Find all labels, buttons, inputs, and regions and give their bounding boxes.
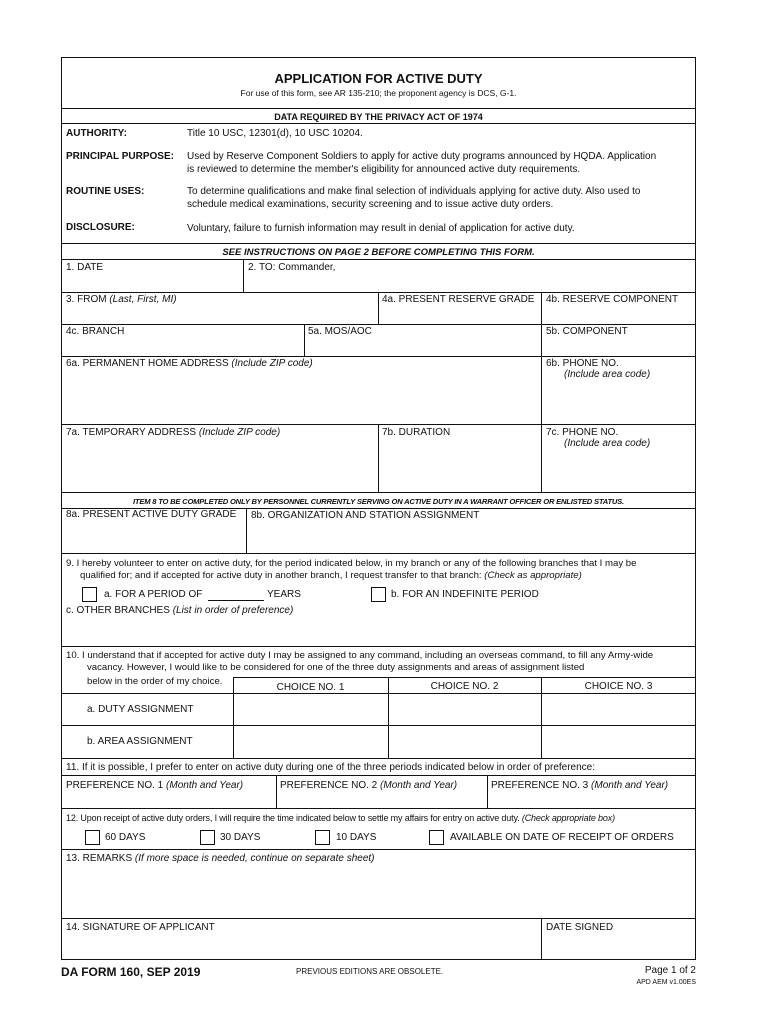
- sixty-days-label: 60 DAYS: [105, 832, 146, 843]
- from-label: [66, 294, 177, 306]
- choice-header-2: CHOICE NO. 2: [430, 681, 499, 692]
- item12-text-main: 12. Upon receipt of active duty orders, I will require the time indicated below to settle my affairs for entry on active duty.: [66, 813, 520, 823]
- purpose-label: PRINCIPAL PURPOSE:: [66, 151, 174, 162]
- period-years-label: a. FOR A PERIOD OF: [104, 589, 203, 600]
- date-signed-label: DATE SIGNED: [546, 922, 614, 933]
- remarks-text: 13. REMARKS: [66, 853, 133, 864]
- item8-note: ITEM 8 TO BE COMPLETED ONLY BY PERSONNEL CURRENTLY SERVING ON ACTIVE DUTY IN A WARRANT OFFICER OR ENLISTED STATUS.: [133, 497, 624, 506]
- preference-2-hint: (Month and Year): [380, 780, 458, 791]
- ten-days-checkbox[interactable]: [315, 830, 330, 845]
- authority-label: AUTHORITY:: [66, 128, 127, 139]
- preference-3-label: [491, 780, 668, 792]
- choice-header-1: CHOICE NO. 1: [276, 682, 345, 693]
- years-input[interactable]: [208, 600, 264, 601]
- divider: [61, 808, 696, 809]
- active-duty-grade-label: 8a. PRESENT ACTIVE DUTY GRADE: [66, 509, 237, 520]
- branch-label: 4c. BRANCH: [66, 326, 125, 337]
- divider: [541, 424, 542, 492]
- home-address-label: [66, 358, 313, 370]
- temp-address-hint: (Include ZIP code): [198, 427, 281, 438]
- divider: [378, 424, 379, 492]
- page-number: Page 1 of 2: [644, 965, 696, 976]
- home-address-hint: (Include ZIP code): [231, 358, 313, 369]
- divider: [246, 508, 247, 553]
- from-label-text: 3. FROM: [66, 294, 107, 305]
- preference-1-hint: (Month and Year): [166, 780, 244, 791]
- divider: [61, 758, 696, 759]
- phone-hint: (Include area code): [564, 369, 651, 380]
- divider: [243, 259, 244, 292]
- indefinite-period-label: b. FOR AN INDEFINITE PERIOD: [391, 589, 539, 600]
- phone-label: 7c. PHONE NO.: [546, 427, 619, 438]
- preference-2-text: PREFERENCE NO. 2: [280, 780, 378, 791]
- period-years-checkbox[interactable]: [82, 587, 97, 602]
- reserve-component-label: 4b. RESERVE COMPONENT: [546, 294, 679, 305]
- privacy-heading: DATA REQUIRED BY THE PRIVACY ACT OF 1974: [274, 112, 483, 122]
- form-subtitle: For use of this form, see AR 135-210; the proponent agency is DCS, G-1.: [240, 88, 517, 98]
- sixty-days-checkbox[interactable]: [85, 830, 100, 845]
- choice-header-3: CHOICE NO. 3: [584, 681, 653, 692]
- item11-text: 11. If it is possible, I prefer to enter on active duty during one of the three periods indicated below in order of preference:: [66, 762, 596, 773]
- other-branches-label: [66, 605, 293, 617]
- divider: [61, 356, 696, 357]
- phone-label: 6b. PHONE NO.: [546, 358, 619, 369]
- version-label: APD AEM v1.00ES: [636, 979, 696, 986]
- item9-text: 9. I hereby volunteer to enter on active duty, for the period indicated below, in my branch or any of the following branches that I may be: [66, 558, 637, 569]
- divider: [61, 646, 696, 647]
- temp-address-label: [66, 427, 280, 439]
- duration-label: 7b. DURATION: [382, 427, 451, 438]
- divider: [541, 292, 542, 424]
- thirty-days-label: 30 DAYS: [220, 832, 261, 843]
- available-on-receipt-label: AVAILABLE ON DATE OF RECEIPT OF ORDERS: [450, 832, 674, 843]
- years-label: YEARS: [267, 589, 301, 600]
- temp-address-text: 7a. TEMPORARY ADDRESS: [66, 427, 197, 438]
- item12-text: [66, 812, 615, 824]
- divider: [233, 677, 696, 678]
- divider: [61, 849, 696, 850]
- divider: [276, 775, 277, 808]
- item9-hint: (Check as appropriate): [484, 570, 582, 581]
- preference-2-label: [280, 780, 457, 792]
- available-on-receipt-checkbox[interactable]: [429, 830, 444, 845]
- reserve-grade-label: 4a. PRESENT RESERVE GRADE: [382, 294, 535, 305]
- form-id: DA FORM 160, SEP 2019: [61, 965, 201, 979]
- remarks-hint: (If more space is needed, continue on separate sheet): [134, 853, 375, 864]
- form-title: APPLICATION FOR ACTIVE DUTY: [274, 71, 483, 86]
- divider: [61, 243, 696, 244]
- item9-text: [80, 570, 582, 582]
- organization-label: 8b. ORGANIZATION AND STATION ASSIGNMENT: [251, 510, 480, 521]
- indefinite-period-checkbox[interactable]: [371, 587, 386, 602]
- divider: [61, 108, 696, 109]
- item12-hint: (Check appropriate box): [521, 813, 615, 823]
- routine-text: schedule medical examinations, security screening and to issue active duty orders.: [187, 199, 554, 210]
- mos-aoc-label: 5a. MOS/AOC: [308, 326, 372, 337]
- divider: [541, 918, 542, 960]
- divider: [61, 123, 696, 124]
- to-commander-label: 2. TO: Commander,: [248, 262, 336, 273]
- divider: [61, 918, 696, 919]
- disclosure-text: Voluntary, failure to furnish information may result in denial of application for active duty.: [187, 223, 575, 234]
- instructions-banner: SEE INSTRUCTIONS ON PAGE 2 BEFORE COMPLETING THIS FORM.: [222, 247, 535, 258]
- divider: [61, 725, 696, 726]
- item10-text: vacancy. However, I would like to be considered for one of the three duty assignments and areas of assignment listed: [87, 662, 585, 673]
- other-branches-hint: (List in order of preference): [172, 605, 294, 616]
- divider: [61, 259, 696, 260]
- ten-days-label: 10 DAYS: [336, 832, 377, 843]
- phone-hint: (Include area code): [564, 438, 651, 449]
- divider: [61, 775, 696, 776]
- divider: [304, 324, 305, 356]
- disclosure-label: DISCLOSURE:: [66, 222, 135, 233]
- home-address-text: 6a. PERMANENT HOME ADDRESS: [66, 358, 229, 369]
- item10-text: below in the order of my choice.: [87, 676, 223, 687]
- divider: [61, 324, 696, 325]
- preference-1-text: PREFERENCE NO. 1: [66, 780, 164, 791]
- duty-assignment-label: a. DUTY ASSIGNMENT: [87, 704, 194, 715]
- divider: [378, 292, 379, 324]
- routine-text: To determine qualifications and make final selection of individuals applying for active duty. Also used to: [187, 186, 641, 197]
- area-assignment-label: b. AREA ASSIGNMENT: [87, 736, 193, 747]
- date-label: 1. DATE: [66, 262, 104, 273]
- preference-3-hint: (Month and Year): [591, 780, 669, 791]
- purpose-text: Used by Reserve Component Soldiers to apply for active duty programs announced by HQDA. Application: [187, 151, 657, 162]
- thirty-days-checkbox[interactable]: [200, 830, 215, 845]
- other-branches-text: c. OTHER BRANCHES: [66, 605, 170, 616]
- item9-text-line2: qualified for; and if accepted for active duty in another branch, I request transfer to that branch:: [80, 570, 482, 581]
- preference-3-text: PREFERENCE NO. 3: [491, 780, 589, 791]
- routine-label: ROUTINE USES:: [66, 186, 145, 197]
- item10-text: 10. I understand that if accepted for active duty I may be assigned to any command, including an overseas command, to fill any Army-wide: [66, 650, 654, 661]
- divider: [61, 492, 696, 493]
- purpose-text: is reviewed to determine the member's eligibility for announced active duty requirements.: [187, 164, 581, 175]
- from-hint: (Last, First, MI): [109, 294, 177, 305]
- signature-label: 14. SIGNATURE OF APPLICANT: [66, 922, 215, 933]
- component-label: 5b. COMPONENT: [546, 326, 628, 337]
- obsolete-notice: PREVIOUS EDITIONS ARE OBSOLETE.: [296, 967, 444, 976]
- remarks-label: [66, 853, 375, 865]
- divider: [61, 553, 696, 554]
- preference-1-label: [66, 780, 243, 792]
- divider: [487, 775, 488, 808]
- authority-text: Title 10 USC, 12301(d), 10 USC 10204.: [187, 128, 363, 139]
- divider: [61, 693, 696, 694]
